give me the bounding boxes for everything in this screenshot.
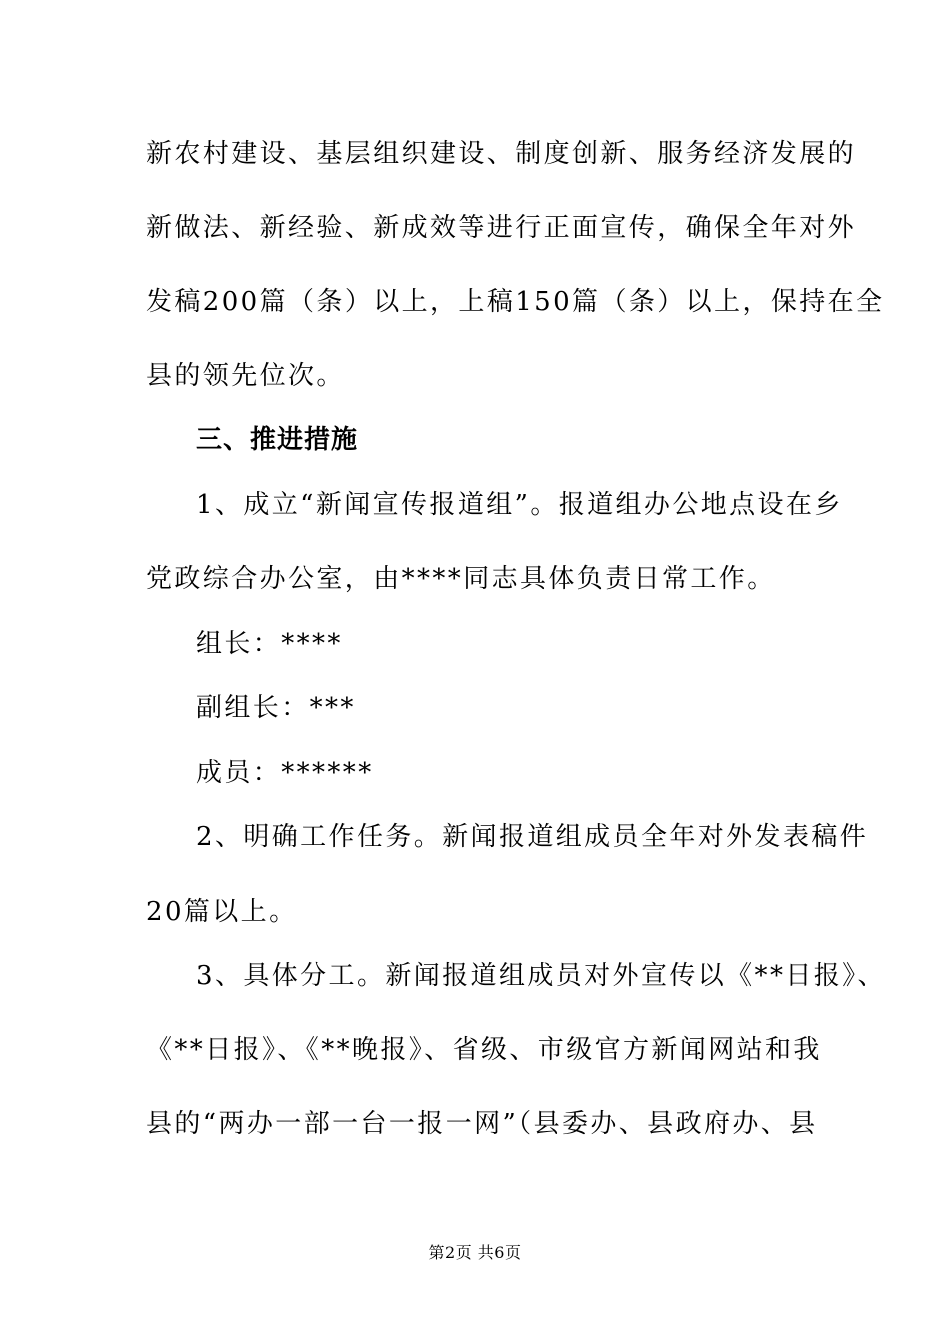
body-text-line: 新农村建设、基层组织建设、制度创新、服务经济发展的 [146,139,857,169]
body-text-line: 2、明确工作任务。新闻报道组成员全年对外发表稿件 [196,822,869,852]
body-text-line: 1、成立“新闻宣传报道组”。报道组办公地点设在乡 [196,490,843,520]
body-text-line: 3、具体分工。新闻报道组成员对外宣传以《**日报》、 [196,961,886,991]
body-text-line: 20篇以上。 [146,897,298,927]
body-text-line: 新做法、新经验、新成效等进行正面宣传，确保全年对外 [146,213,857,243]
body-text-line: 党政综合办公室，由****同志具体负责日常工作。 [146,564,776,594]
body-text-line: 县的“两办一部一台一报一网”（县委办、县政府办、县 [146,1109,818,1139]
deputy-leader-line: 副组长：*** [196,693,356,723]
section-heading: 三、推进措施 [196,425,359,455]
body-text-line: 县的领先位次。 [146,361,345,391]
body-text-line: 发稿200篇（条）以上，上稿150篇（条）以上，保持在全 [146,287,885,317]
team-leader-line: 组长：**** [196,629,343,659]
members-line: 成员：****** [196,758,374,788]
body-text-line: 《**日报》、《**晚报》、省级、市级官方新闻网站和我 [146,1035,822,1065]
page-number-footer: 第2页 共6页 [428,1243,522,1262]
